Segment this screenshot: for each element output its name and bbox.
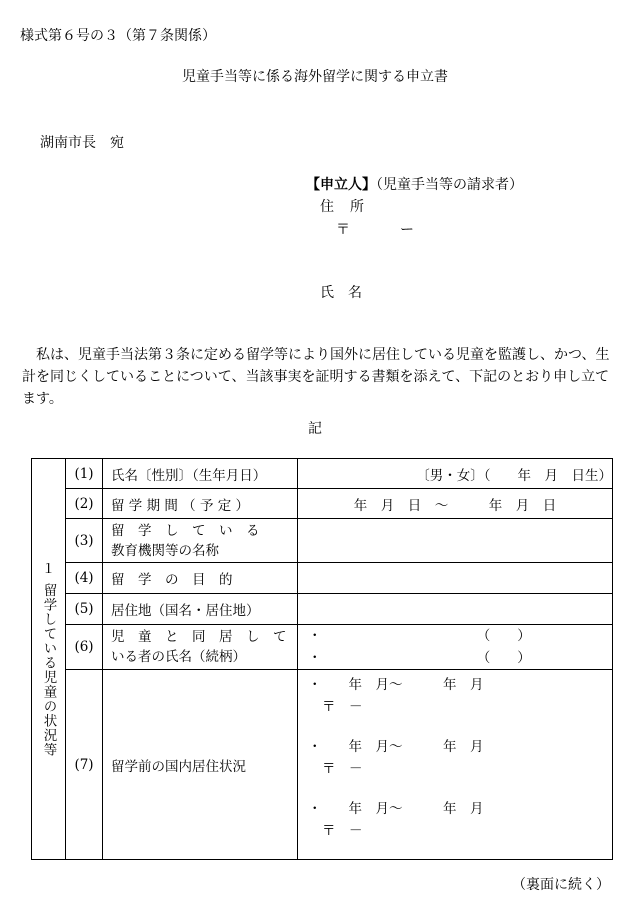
section-title: 留学している児童の状況等 [40, 583, 57, 757]
row-label: 留学前の国内居住状況 [103, 670, 298, 860]
name-label: 氏 名 [320, 285, 362, 301]
statement-text: 私は、児童手当法第３条に定める留学等により国外に居住している児童を監護し、かつ、生計を同じくしていることについて、当該事実を証明する書類を添えて、下記のとおり申し立てます。 [22, 347, 610, 407]
cohabitant-field[interactable] [298, 625, 613, 670]
row-number: (7) [66, 670, 103, 860]
period-line: ・ 年 月～ 年 月 [308, 801, 484, 817]
row-label-line2: いる者の氏名（続柄） [111, 649, 246, 665]
row-label: 居住地（国名・居住地） [103, 594, 298, 625]
study-period-field[interactable]: 年 月 日 ～ 年 月 日 [298, 489, 613, 519]
row-label-line2: 教育機関等の名称 [111, 542, 219, 559]
document-title: 児童手当等に係る海外留学に関する申立書 [182, 69, 448, 85]
row-number: (5) [66, 594, 103, 625]
table-row [32, 563, 613, 594]
postal-line: 〒 － [322, 823, 363, 839]
row-label [103, 625, 298, 670]
row-label: 氏名〔性別〕（生年月日） [103, 459, 298, 489]
row-number: (4) [66, 563, 103, 594]
table-row [32, 459, 613, 489]
applicant-label: 【申立人】 [306, 177, 376, 193]
cohabitant-line: ・ （ ） [308, 628, 531, 644]
applicant-note: （児童手当等の請求者） [376, 177, 523, 193]
period-line: ・ 年 月～ 年 月 [308, 739, 484, 755]
continued-note: （裏面に続く） [512, 877, 610, 893]
applicant-postal [336, 219, 414, 239]
institution-name-field[interactable] [298, 519, 613, 563]
row-label-line1: 留 学 し て い る [111, 522, 260, 539]
cohabitant-line: ・ （ ） [308, 650, 531, 666]
row-number: (2) [66, 489, 103, 519]
applicant-heading [306, 174, 523, 194]
residence-field[interactable] [298, 594, 613, 625]
postal-mark: 〒 [336, 222, 350, 238]
row-number: (3) [66, 519, 103, 563]
student-status-table [31, 458, 613, 860]
row-label-line1: 児 童 と 同 居 し て [111, 629, 287, 645]
table-row [32, 670, 613, 860]
section-label-cell [32, 459, 66, 860]
table-row [32, 489, 613, 519]
table-row [32, 625, 613, 670]
row-label [103, 519, 298, 563]
row-number: (6) [66, 625, 103, 670]
section-number: １ [41, 561, 56, 577]
postal-line: 〒 － [322, 761, 363, 777]
postal-dash: ー [400, 222, 414, 238]
name-gender-birth-field[interactable]: 〔男・女〕（ 年 月 日生） [298, 459, 613, 489]
addressee: 湖南市長 宛 [40, 135, 124, 151]
postal-line: 〒 － [322, 699, 363, 715]
address-label: 住 所 [320, 199, 365, 215]
form-number: 様式第６号の３（第７条関係） [20, 28, 216, 44]
domestic-residence-field[interactable] [298, 670, 613, 860]
period-line: ・ 年 月～ 年 月 [308, 677, 484, 693]
table-row [32, 594, 613, 625]
ki-heading: 記 [308, 421, 322, 437]
table-row [32, 519, 613, 563]
row-label: 留 学 の 目 的 [103, 563, 298, 594]
row-label: 留 学 期 間 （ 予 定 ） [103, 489, 298, 519]
study-purpose-field[interactable] [298, 563, 613, 594]
row-number: (1) [66, 459, 103, 489]
